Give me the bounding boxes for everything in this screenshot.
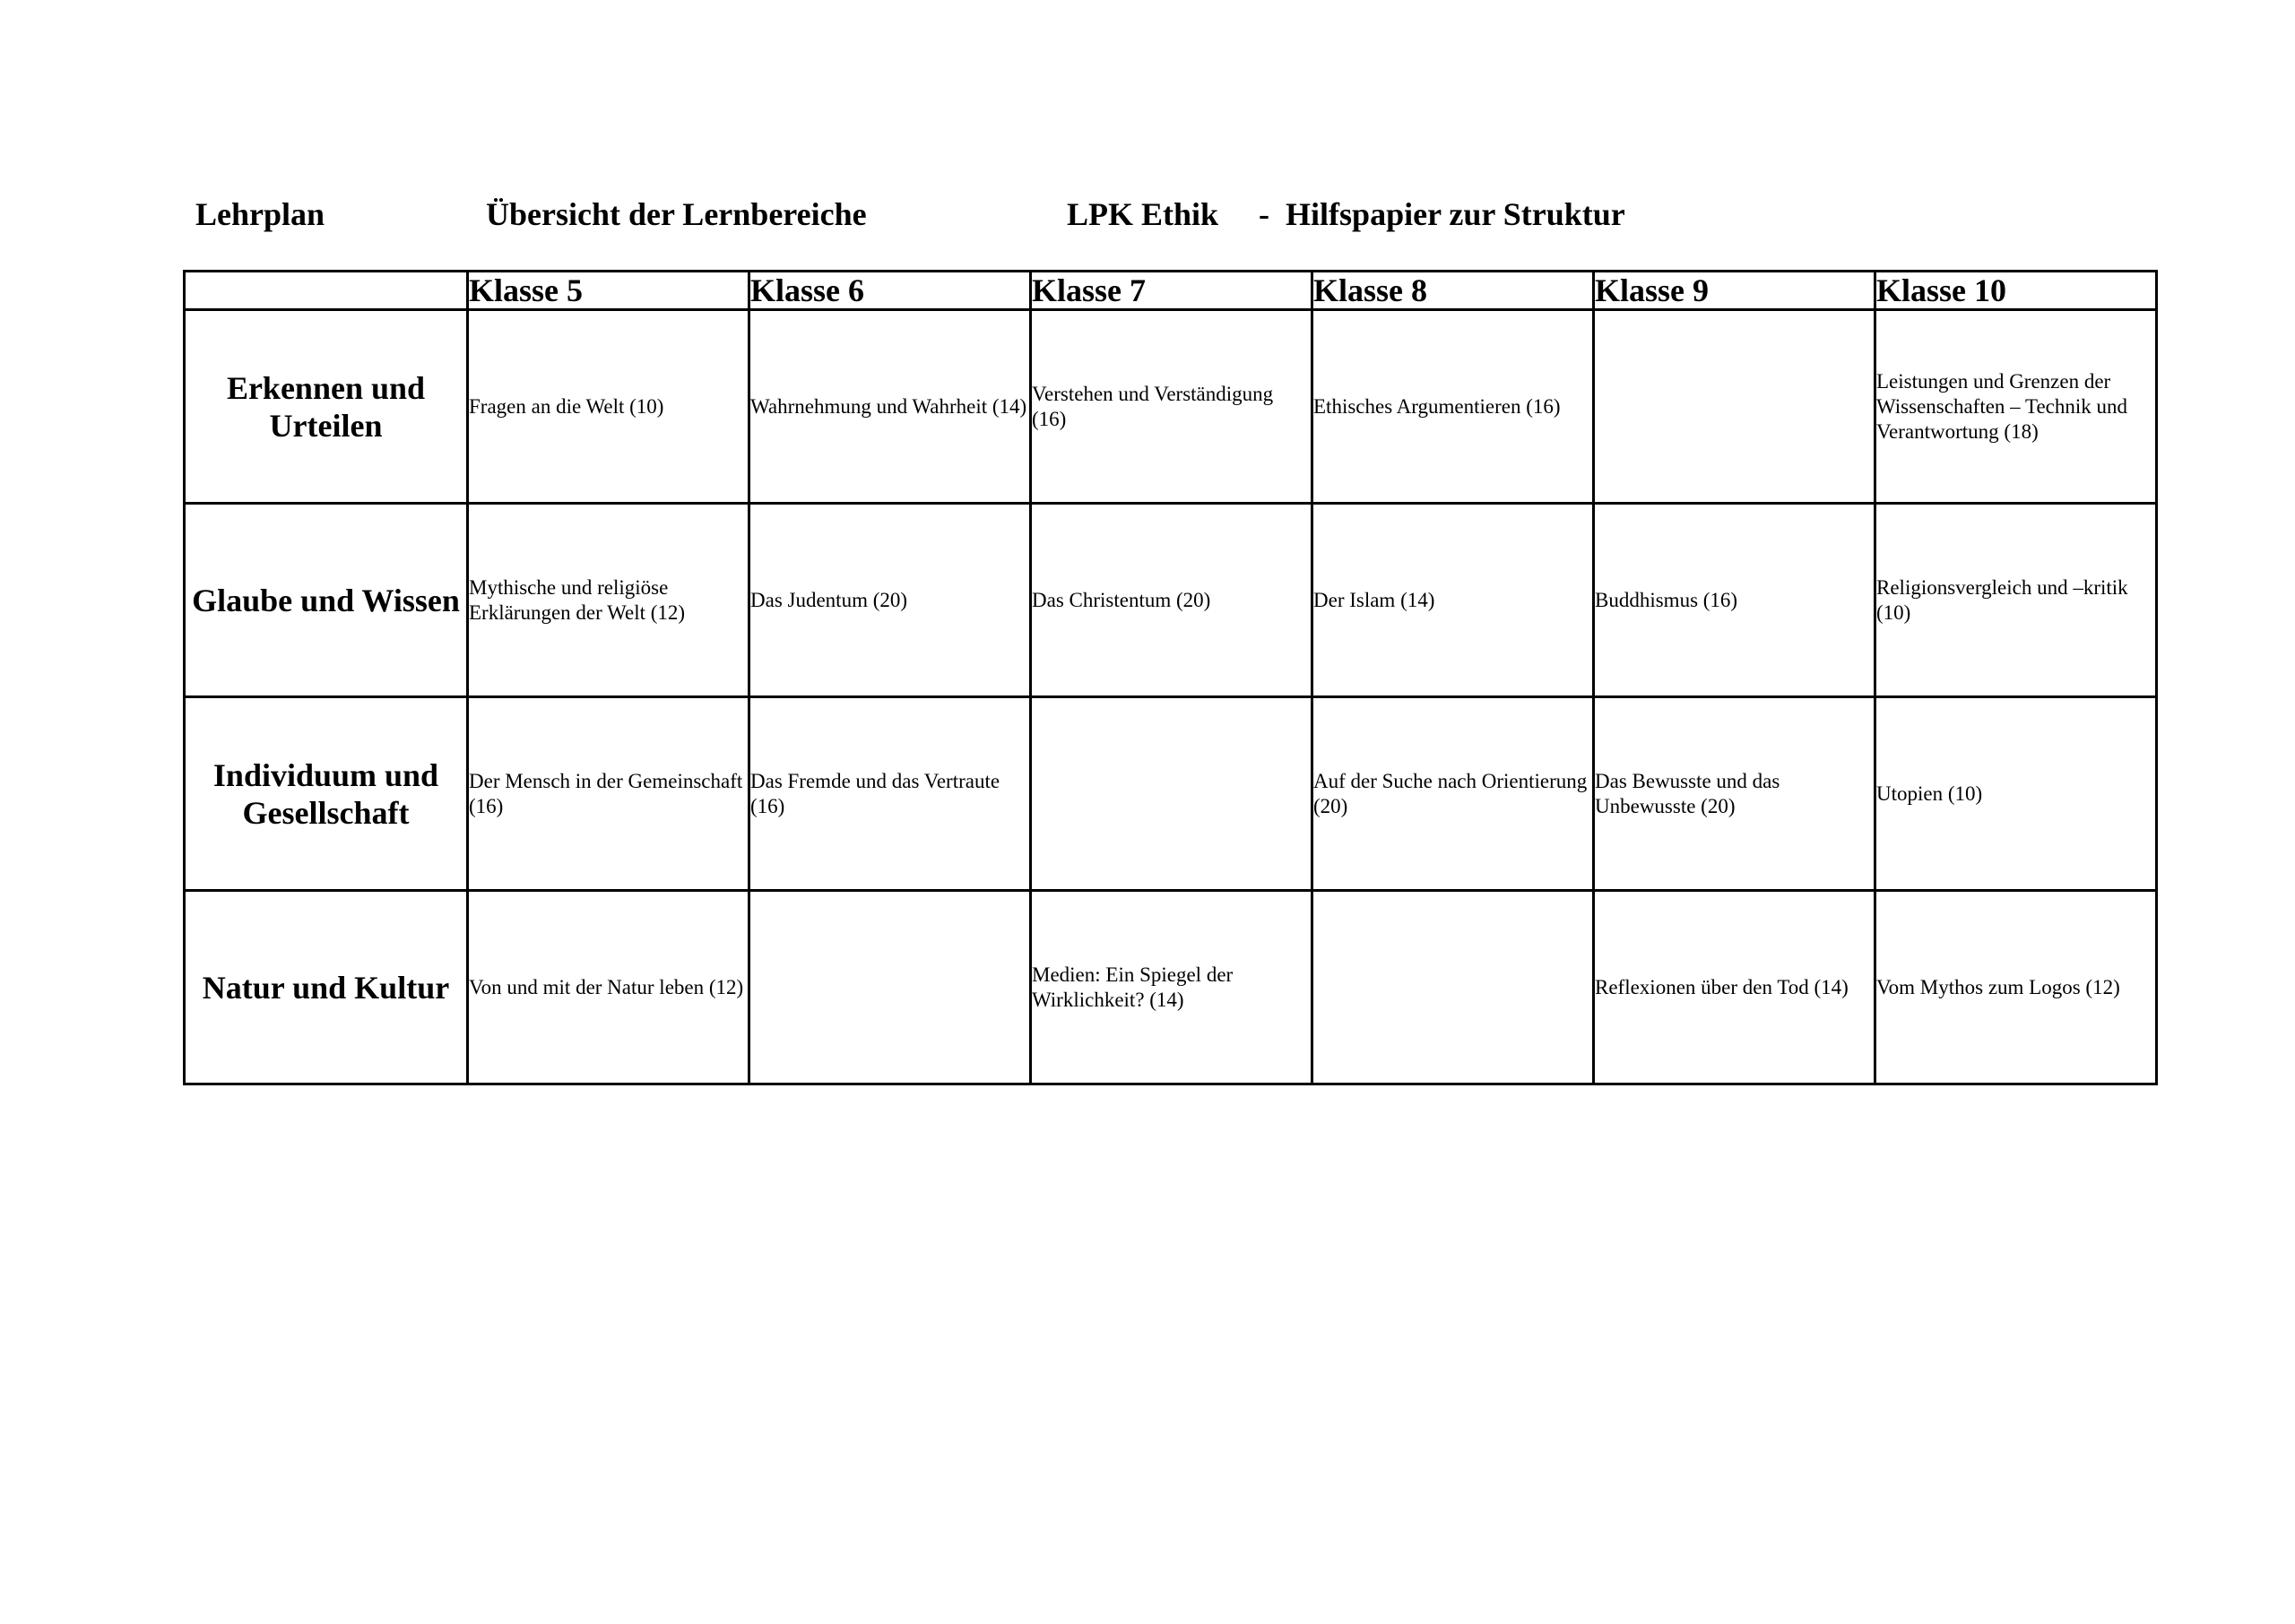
header-uebersicht: Übersicht der Lernbereiche [486, 196, 867, 232]
table-cell: Verstehen und Verständigung (16) [1031, 310, 1312, 504]
table-cell [1594, 310, 1875, 504]
column-header-klasse-8: Klasse 8 [1312, 272, 1594, 310]
corner-cell [185, 272, 468, 310]
table-cell: Mythische und religiöse Erklärungen der Welt (12) [468, 504, 749, 697]
table-cell: Fragen an die Welt (10) [468, 310, 749, 504]
table-cell: Utopien (10) [1875, 697, 2157, 891]
column-header-klasse-10: Klasse 10 [1875, 272, 2157, 310]
column-header-klasse-7: Klasse 7 [1031, 272, 1312, 310]
column-header-klasse-5: Klasse 5 [468, 272, 749, 310]
table-cell: Vom Mythos zum Logos (12) [1875, 891, 2157, 1084]
table-cell: Das Bewusste und das Unbewusste (20) [1594, 697, 1875, 891]
header-lpk-ethik: LPK Ethik - Hilfspapier zur Struktur [1067, 196, 1625, 232]
table-row-natur-und-kultur [185, 891, 2157, 1084]
table-cell: Ethisches Argumentieren (16) [1312, 310, 1594, 504]
row-label: Natur und Kultur [185, 891, 468, 1084]
table-row-individuum-und-gesellschaft [185, 697, 2157, 891]
row-label: Glaube und Wissen [185, 504, 468, 697]
table-cell [1312, 891, 1594, 1084]
table-cell: Religionsvergleich und –kritik (10) [1875, 504, 2157, 697]
column-header-klasse-9: Klasse 9 [1594, 272, 1875, 310]
table-cell: Der Islam (14) [1312, 504, 1594, 697]
table-cell: Leistungen und Grenzen der Wissenschaften – Technik und Verantwortung (18) [1875, 310, 2157, 504]
lernbereiche-table [183, 270, 2158, 1085]
table-header-row [185, 272, 2157, 310]
column-header-klasse-6: Klasse 6 [749, 272, 1031, 310]
table-cell [1031, 697, 1312, 891]
table-cell: Das Fremde und das Vertraute (16) [749, 697, 1031, 891]
table-cell: Medien: Ein Spiegel der Wirklichkeit? (14) [1031, 891, 1312, 1084]
row-label: Individuum und Gesellschaft [185, 697, 468, 891]
table-cell [749, 891, 1031, 1084]
table-row-glaube-und-wissen [185, 504, 2157, 697]
table-cell: Wahrnehmung und Wahrheit (14) [749, 310, 1031, 504]
table-cell: Buddhismus (16) [1594, 504, 1875, 697]
table-cell: Reflexionen über den Tod (14) [1594, 891, 1875, 1084]
table-cell: Auf der Suche nach Orientierung (20) [1312, 697, 1594, 891]
table-cell: Der Mensch in der Gemeinschaft (16) [468, 697, 749, 891]
table-cell: Das Christentum (20) [1031, 504, 1312, 697]
header-lehrplan: Lehrplan [195, 196, 325, 232]
table-cell: Von und mit der Natur leben (12) [468, 891, 749, 1084]
row-label: Erkennen und Urteilen [185, 310, 468, 504]
table-cell: Das Judentum (20) [749, 504, 1031, 697]
table-row-erkennen-und-urteilen [185, 310, 2157, 504]
